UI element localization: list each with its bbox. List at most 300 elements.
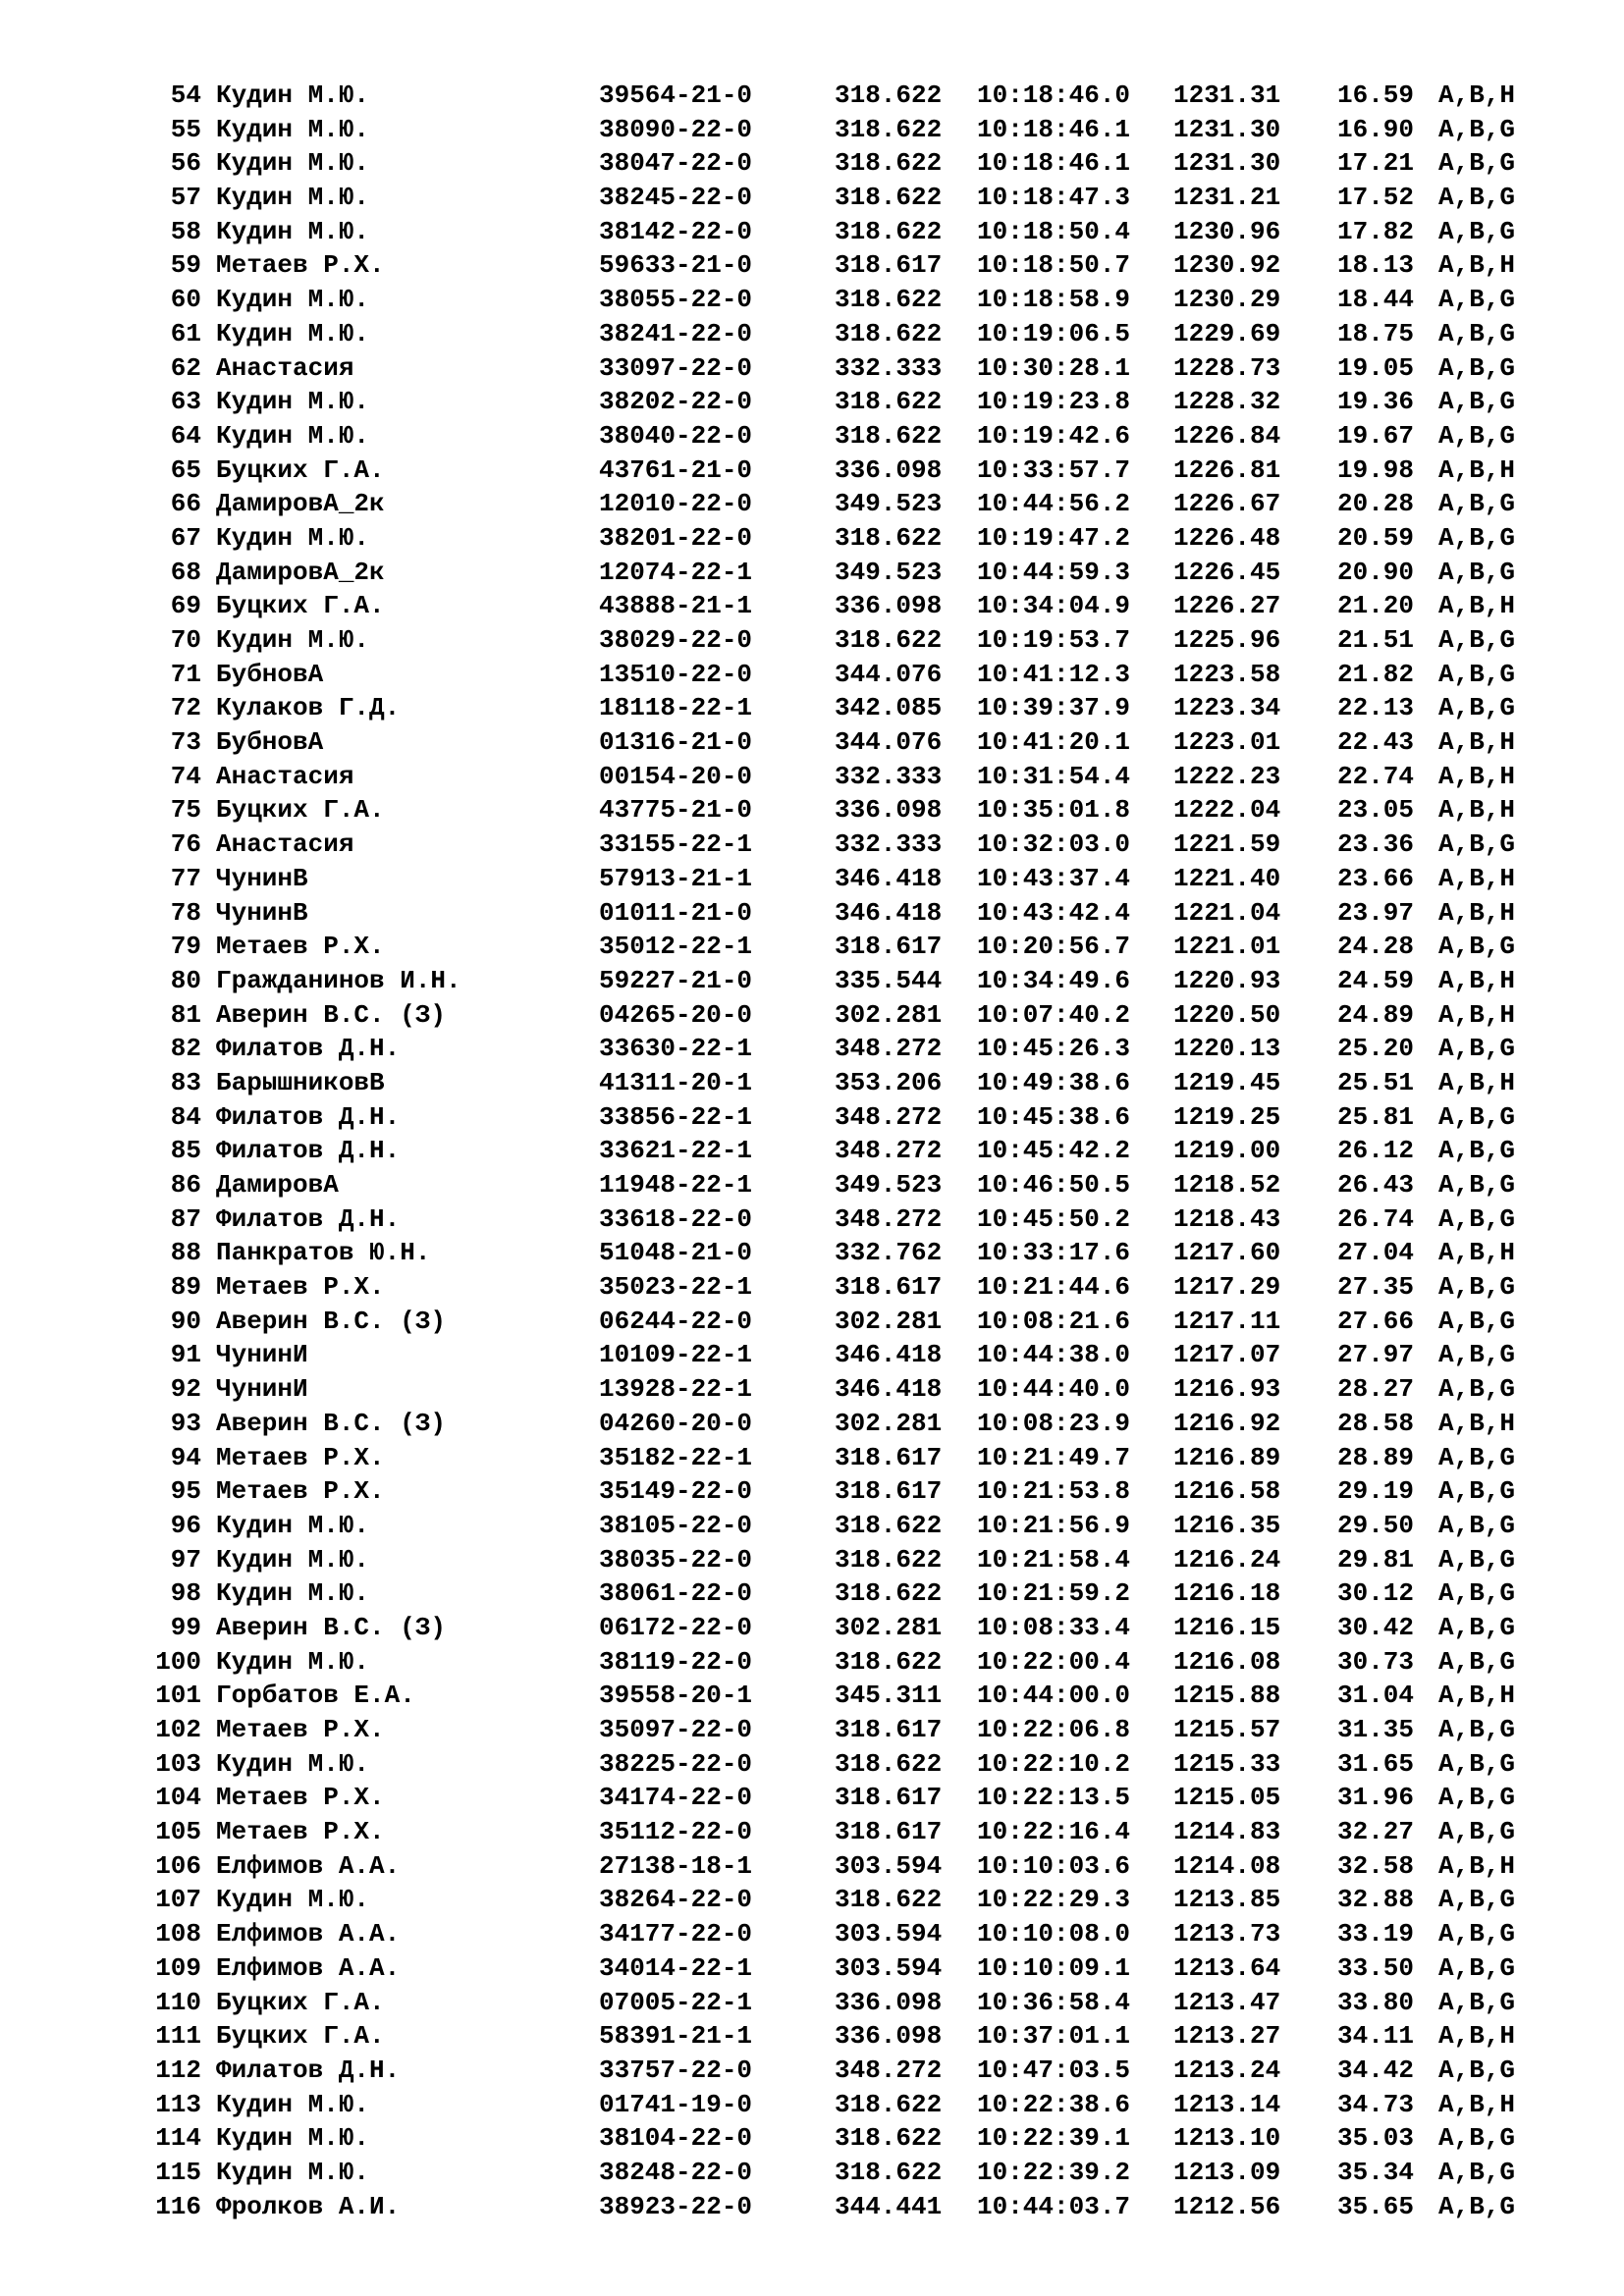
ring-number: 38225-22-0 xyxy=(599,1748,753,1779)
arrival-time: 10:21:44.6 xyxy=(977,1272,1131,1303)
arrival-time: 10:41:12.3 xyxy=(977,659,1131,689)
points-value: 25.51 xyxy=(1337,1067,1415,1097)
speed-value: 1214.83 xyxy=(1173,1817,1281,1847)
flags-value: A,B,G xyxy=(1438,932,1516,962)
fancier-name: Елфимов А.А. xyxy=(216,1952,401,1983)
ring-number: 33618-22-0 xyxy=(599,1203,753,1234)
points-value: 31.35 xyxy=(1337,1715,1415,1744)
table-row xyxy=(142,2190,1576,2224)
flags-value: A,B,G xyxy=(1438,114,1516,144)
table-row xyxy=(142,1781,1576,1815)
arrival-time: 10:44:56.2 xyxy=(977,489,1131,519)
flags-value: A,B,G xyxy=(1438,1272,1516,1303)
row-number: 116 xyxy=(155,2191,201,2221)
flags-value: A,B,G xyxy=(1438,420,1516,451)
table-row xyxy=(142,1509,1576,1543)
speed-value: 1218.43 xyxy=(1173,1203,1281,1234)
speed-value: 1213.10 xyxy=(1173,2123,1281,2154)
fancier-name: ЧунинВ xyxy=(216,897,308,928)
distance-value: 303.594 xyxy=(835,1850,943,1881)
row-number: 86 xyxy=(170,1170,201,1200)
speed-value: 1231.31 xyxy=(1173,80,1281,110)
points-value: 17.21 xyxy=(1337,148,1415,179)
table-row xyxy=(142,862,1576,896)
arrival-time: 10:10:09.1 xyxy=(977,1952,1131,1983)
ring-number: 38105-22-0 xyxy=(599,1510,753,1540)
points-value: 16.59 xyxy=(1337,80,1415,110)
points-value: 22.43 xyxy=(1337,727,1415,758)
table-row xyxy=(142,1951,1576,1986)
ring-number: 38202-22-0 xyxy=(599,387,753,417)
points-value: 26.43 xyxy=(1337,1170,1415,1200)
speed-value: 1221.04 xyxy=(1173,897,1281,928)
fancier-name: Филатов Д.Н. xyxy=(216,1203,401,1234)
ring-number: 07005-22-1 xyxy=(599,1987,753,2017)
arrival-time: 10:33:17.6 xyxy=(977,1238,1131,1268)
speed-value: 1218.52 xyxy=(1173,1170,1281,1200)
speed-value: 1229.69 xyxy=(1173,318,1281,348)
arrival-time: 10:10:08.0 xyxy=(977,1919,1131,1949)
speed-value: 1216.92 xyxy=(1173,1408,1281,1438)
fancier-name: ДамировА_2к xyxy=(216,557,385,587)
table-row xyxy=(142,1883,1576,1917)
row-number: 88 xyxy=(170,1238,201,1268)
flags-value: A,B,G xyxy=(1438,216,1516,246)
points-value: 16.90 xyxy=(1337,114,1415,144)
table-row xyxy=(142,1066,1576,1100)
fancier-name: Метаев Р.Х. xyxy=(216,250,385,281)
distance-value: 349.523 xyxy=(835,557,943,587)
flags-value: A,B,G xyxy=(1438,829,1516,860)
arrival-time: 10:44:40.0 xyxy=(977,1374,1131,1405)
points-value: 29.19 xyxy=(1337,1476,1415,1507)
fancier-name: Горбатов Е.А. xyxy=(216,1681,415,1711)
flags-value: A,B,G xyxy=(1438,387,1516,417)
ring-number: 43761-21-0 xyxy=(599,454,753,485)
ring-number: 38119-22-0 xyxy=(599,1646,753,1677)
fancier-name: Филатов Д.Н. xyxy=(216,1101,401,1132)
ring-number: 13510-22-0 xyxy=(599,659,753,689)
row-number: 74 xyxy=(170,761,201,791)
ring-number: 33097-22-0 xyxy=(599,352,753,383)
points-value: 31.04 xyxy=(1337,1681,1415,1711)
fancier-name: Метаев Р.Х. xyxy=(216,1783,385,1813)
flags-value: A,B,H xyxy=(1438,591,1516,621)
ring-number: 38047-22-0 xyxy=(599,148,753,179)
flags-value: A,B,G xyxy=(1438,1340,1516,1370)
distance-value: 318.617 xyxy=(835,250,943,281)
table-row xyxy=(142,113,1576,147)
speed-value: 1215.57 xyxy=(1173,1715,1281,1744)
flags-value: A,B,G xyxy=(1438,1510,1516,1540)
points-value: 29.81 xyxy=(1337,1544,1415,1575)
flags-value: A,B,H xyxy=(1438,1067,1516,1097)
speed-value: 1213.47 xyxy=(1173,1987,1281,2017)
distance-value: 332.333 xyxy=(835,829,943,860)
row-number: 112 xyxy=(155,2055,201,2085)
points-value: 18.13 xyxy=(1337,250,1415,281)
row-number: 99 xyxy=(170,1612,201,1642)
ring-number: 18118-22-1 xyxy=(599,693,753,723)
distance-value: 318.617 xyxy=(835,932,943,962)
distance-value: 318.617 xyxy=(835,1817,943,1847)
points-value: 23.66 xyxy=(1337,863,1415,893)
ring-number: 33856-22-1 xyxy=(599,1101,753,1132)
points-value: 20.28 xyxy=(1337,489,1415,519)
fancier-name: Кудин М.Ю. xyxy=(216,216,370,246)
table-row xyxy=(142,1576,1576,1611)
arrival-time: 10:44:03.7 xyxy=(977,2191,1131,2221)
speed-value: 1221.01 xyxy=(1173,932,1281,962)
row-number: 97 xyxy=(170,1544,201,1575)
arrival-time: 10:41:20.1 xyxy=(977,727,1131,758)
speed-value: 1221.40 xyxy=(1173,863,1281,893)
distance-value: 346.418 xyxy=(835,897,943,928)
ring-number: 59227-21-0 xyxy=(599,965,753,995)
distance-value: 303.594 xyxy=(835,1919,943,1949)
row-number: 102 xyxy=(155,1715,201,1744)
table-row xyxy=(142,146,1576,181)
ring-number: 04260-20-0 xyxy=(599,1408,753,1438)
fancier-name: Кудин М.Ю. xyxy=(216,285,370,315)
arrival-time: 10:47:03.5 xyxy=(977,2055,1131,2085)
points-value: 24.28 xyxy=(1337,932,1415,962)
arrival-time: 10:18:58.9 xyxy=(977,285,1131,315)
row-number: 100 xyxy=(155,1646,201,1677)
points-value: 30.42 xyxy=(1337,1612,1415,1642)
fancier-name: Кудин М.Ю. xyxy=(216,1748,370,1779)
row-number: 115 xyxy=(155,2157,201,2187)
arrival-time: 10:08:33.4 xyxy=(977,1612,1131,1642)
fancier-name: Буцких Г.А. xyxy=(216,2021,385,2052)
table-row xyxy=(142,1270,1576,1305)
fancier-name: Кудин М.Ю. xyxy=(216,114,370,144)
arrival-time: 10:39:37.9 xyxy=(977,693,1131,723)
row-number: 98 xyxy=(170,1578,201,1609)
row-number: 80 xyxy=(170,965,201,995)
points-value: 28.58 xyxy=(1337,1408,1415,1438)
row-number: 90 xyxy=(170,1306,201,1336)
flags-value: A,B,G xyxy=(1438,2157,1516,2187)
table-row xyxy=(142,556,1576,590)
fancier-name: Фролков А.И. xyxy=(216,2191,401,2221)
distance-value: 349.523 xyxy=(835,489,943,519)
distance-value: 318.622 xyxy=(835,183,943,213)
table-row xyxy=(142,1305,1576,1339)
row-number: 77 xyxy=(170,863,201,893)
distance-value: 336.098 xyxy=(835,1987,943,2017)
table-row xyxy=(142,1032,1576,1066)
flags-value: A,B,G xyxy=(1438,1817,1516,1847)
row-number: 58 xyxy=(170,216,201,246)
distance-value: 348.272 xyxy=(835,1101,943,1132)
speed-value: 1230.29 xyxy=(1173,285,1281,315)
flags-value: A,B,G xyxy=(1438,2055,1516,2085)
arrival-time: 10:45:26.3 xyxy=(977,1034,1131,1064)
points-value: 28.89 xyxy=(1337,1442,1415,1472)
speed-value: 1220.13 xyxy=(1173,1034,1281,1064)
arrival-time: 10:19:23.8 xyxy=(977,387,1131,417)
ring-number: 06244-22-0 xyxy=(599,1306,753,1336)
row-number: 70 xyxy=(170,625,201,655)
arrival-time: 10:10:03.6 xyxy=(977,1850,1131,1881)
fancier-name: Кудин М.Ю. xyxy=(216,1885,370,1915)
distance-value: 318.622 xyxy=(835,2089,943,2119)
speed-value: 1213.09 xyxy=(1173,2157,1281,2187)
points-value: 21.20 xyxy=(1337,591,1415,621)
table-row xyxy=(142,964,1576,998)
row-number: 82 xyxy=(170,1034,201,1064)
table-row xyxy=(142,283,1576,317)
arrival-time: 10:43:37.4 xyxy=(977,863,1131,893)
table-row xyxy=(142,1338,1576,1372)
table-row xyxy=(142,385,1576,419)
speed-value: 1226.45 xyxy=(1173,557,1281,587)
ring-number: 38040-22-0 xyxy=(599,420,753,451)
points-value: 32.58 xyxy=(1337,1850,1415,1881)
arrival-time: 10:43:42.4 xyxy=(977,897,1131,928)
ring-number: 11948-22-1 xyxy=(599,1170,753,1200)
ring-number: 27138-18-1 xyxy=(599,1850,753,1881)
speed-value: 1212.56 xyxy=(1173,2191,1281,2221)
arrival-time: 10:22:00.4 xyxy=(977,1646,1131,1677)
ring-number: 33757-22-0 xyxy=(599,2055,753,2085)
distance-value: 318.617 xyxy=(835,1272,943,1303)
row-number: 54 xyxy=(170,80,201,110)
arrival-time: 10:44:59.3 xyxy=(977,557,1131,587)
row-number: 66 xyxy=(170,489,201,519)
arrival-time: 10:07:40.2 xyxy=(977,999,1131,1030)
table-row xyxy=(142,691,1576,725)
fancier-name: Кудин М.Ю. xyxy=(216,2157,370,2187)
row-number: 92 xyxy=(170,1374,201,1405)
fancier-name: Кудин М.Ю. xyxy=(216,625,370,655)
points-value: 26.74 xyxy=(1337,1203,1415,1234)
speed-value: 1215.33 xyxy=(1173,1748,1281,1779)
flags-value: A,B,H xyxy=(1438,1850,1516,1881)
speed-value: 1226.27 xyxy=(1173,591,1281,621)
row-number: 94 xyxy=(170,1442,201,1472)
table-row xyxy=(142,658,1576,692)
fancier-name: Кудин М.Ю. xyxy=(216,2123,370,2154)
fancier-name: БубновА xyxy=(216,659,324,689)
arrival-time: 10:21:59.2 xyxy=(977,1578,1131,1609)
row-number: 91 xyxy=(170,1340,201,1370)
flags-value: A,B,G xyxy=(1438,1374,1516,1405)
results-table xyxy=(142,79,1576,2223)
points-value: 33.19 xyxy=(1337,1919,1415,1949)
points-value: 34.73 xyxy=(1337,2089,1415,2119)
speed-value: 1217.11 xyxy=(1173,1306,1281,1336)
arrival-time: 10:33:57.7 xyxy=(977,454,1131,485)
flags-value: A,B,G xyxy=(1438,2191,1516,2221)
fancier-name: Панкратов Ю.Н. xyxy=(216,1238,431,1268)
table-row xyxy=(142,1986,1576,2020)
distance-value: 353.206 xyxy=(835,1067,943,1097)
ring-number: 35023-22-1 xyxy=(599,1272,753,1303)
arrival-time: 10:46:50.5 xyxy=(977,1170,1131,1200)
arrival-time: 10:35:01.8 xyxy=(977,795,1131,826)
points-value: 19.67 xyxy=(1337,420,1415,451)
arrival-time: 10:36:58.4 xyxy=(977,1987,1131,2017)
flags-value: A,B,H xyxy=(1438,1408,1516,1438)
fancier-name: Метаев Р.Х. xyxy=(216,1442,385,1472)
distance-value: 346.418 xyxy=(835,1340,943,1370)
flags-value: A,B,G xyxy=(1438,2123,1516,2154)
points-value: 28.27 xyxy=(1337,1374,1415,1405)
flags-value: A,B,G xyxy=(1438,1612,1516,1642)
speed-value: 1220.93 xyxy=(1173,965,1281,995)
ring-number: 38201-22-0 xyxy=(599,522,753,553)
flags-value: A,B,G xyxy=(1438,318,1516,348)
points-value: 24.89 xyxy=(1337,999,1415,1030)
flags-value: A,B,G xyxy=(1438,693,1516,723)
row-number: 57 xyxy=(170,183,201,213)
speed-value: 1219.25 xyxy=(1173,1101,1281,1132)
flags-value: A,B,G xyxy=(1438,1715,1516,1744)
distance-value: 318.617 xyxy=(835,1442,943,1472)
row-number: 84 xyxy=(170,1101,201,1132)
flags-value: A,B,H xyxy=(1438,897,1516,928)
fancier-name: Кудин М.Ю. xyxy=(216,1510,370,1540)
table-row xyxy=(142,1679,1576,1713)
speed-value: 1223.01 xyxy=(1173,727,1281,758)
distance-value: 346.418 xyxy=(835,1374,943,1405)
speed-value: 1217.29 xyxy=(1173,1272,1281,1303)
fancier-name: Буцких Г.А. xyxy=(216,1987,385,2017)
flags-value: A,B,H xyxy=(1438,863,1516,893)
ring-number: 39564-21-0 xyxy=(599,80,753,110)
row-number: 93 xyxy=(170,1408,201,1438)
flags-value: A,B,H xyxy=(1438,795,1516,826)
flags-value: A,B,H xyxy=(1438,1238,1516,1268)
table-row xyxy=(142,79,1576,113)
table-row xyxy=(142,725,1576,760)
arrival-time: 10:19:53.7 xyxy=(977,625,1131,655)
ring-number: 51048-21-0 xyxy=(599,1238,753,1268)
ring-number: 38104-22-0 xyxy=(599,2123,753,2154)
ring-number: 38061-22-0 xyxy=(599,1578,753,1609)
flags-value: A,B,G xyxy=(1438,1919,1516,1949)
arrival-time: 10:34:49.6 xyxy=(977,965,1131,995)
ring-number: 33630-22-1 xyxy=(599,1034,753,1064)
distance-value: 346.418 xyxy=(835,863,943,893)
distance-value: 345.311 xyxy=(835,1681,943,1711)
flags-value: A,B,G xyxy=(1438,1170,1516,1200)
fancier-name: Метаев Р.Х. xyxy=(216,1476,385,1507)
row-number: 96 xyxy=(170,1510,201,1540)
table-row xyxy=(142,1407,1576,1441)
points-value: 31.96 xyxy=(1337,1783,1415,1813)
table-row xyxy=(142,248,1576,283)
flags-value: A,B,G xyxy=(1438,625,1516,655)
table-row xyxy=(142,1645,1576,1680)
fancier-name: БарышниковВ xyxy=(216,1067,385,1097)
fancier-name: Кудин М.Ю. xyxy=(216,1544,370,1575)
fancier-name: Метаев Р.Х. xyxy=(216,1715,385,1744)
row-number: 110 xyxy=(155,1987,201,2017)
fancier-name: Анастасия xyxy=(216,352,354,383)
row-number: 113 xyxy=(155,2089,201,2119)
ring-number: 34177-22-0 xyxy=(599,1919,753,1949)
flags-value: A,B,G xyxy=(1438,1987,1516,2017)
fancier-name: Кудин М.Ю. xyxy=(216,1578,370,1609)
speed-value: 1231.21 xyxy=(1173,183,1281,213)
fancier-name: Буцких Г.А. xyxy=(216,795,385,826)
table-row xyxy=(142,1134,1576,1168)
arrival-time: 10:18:50.7 xyxy=(977,250,1131,281)
distance-value: 336.098 xyxy=(835,591,943,621)
table-row xyxy=(142,930,1576,964)
ring-number: 01011-21-0 xyxy=(599,897,753,928)
flags-value: A,B,G xyxy=(1438,1783,1516,1813)
arrival-time: 10:22:10.2 xyxy=(977,1748,1131,1779)
arrival-time: 10:19:47.2 xyxy=(977,522,1131,553)
table-row xyxy=(142,454,1576,488)
points-value: 35.03 xyxy=(1337,2123,1415,2154)
ring-number: 39558-20-1 xyxy=(599,1681,753,1711)
points-value: 26.12 xyxy=(1337,1136,1415,1166)
table-row xyxy=(142,1713,1576,1747)
fancier-name: ЧунинИ xyxy=(216,1374,308,1405)
distance-value: 332.333 xyxy=(835,761,943,791)
distance-value: 332.762 xyxy=(835,1238,943,1268)
fancier-name: ДамировА xyxy=(216,1170,339,1200)
points-value: 22.13 xyxy=(1337,693,1415,723)
speed-value: 1220.50 xyxy=(1173,999,1281,1030)
ring-number: 38923-22-0 xyxy=(599,2191,753,2221)
fancier-name: Елфимов А.А. xyxy=(216,1850,401,1881)
distance-value: 336.098 xyxy=(835,2021,943,2052)
table-row xyxy=(142,896,1576,931)
points-value: 19.36 xyxy=(1337,387,1415,417)
flags-value: A,B,H xyxy=(1438,80,1516,110)
fancier-name: ДамировА_2к xyxy=(216,489,385,519)
arrival-time: 10:22:38.6 xyxy=(977,2089,1131,2119)
flags-value: A,B,G xyxy=(1438,285,1516,315)
row-number: 56 xyxy=(170,148,201,179)
points-value: 30.12 xyxy=(1337,1578,1415,1609)
arrival-time: 10:20:56.7 xyxy=(977,932,1131,962)
fancier-name: ЧунинВ xyxy=(216,863,308,893)
speed-value: 1223.34 xyxy=(1173,693,1281,723)
ring-number: 38055-22-0 xyxy=(599,285,753,315)
points-value: 29.50 xyxy=(1337,1510,1415,1540)
fancier-name: Кудин М.Ю. xyxy=(216,80,370,110)
speed-value: 1222.23 xyxy=(1173,761,1281,791)
points-value: 17.82 xyxy=(1337,216,1415,246)
distance-value: 302.281 xyxy=(835,1612,943,1642)
ring-number: 35097-22-0 xyxy=(599,1715,753,1744)
ring-number: 35112-22-0 xyxy=(599,1817,753,1847)
points-value: 20.90 xyxy=(1337,557,1415,587)
speed-value: 1216.58 xyxy=(1173,1476,1281,1507)
ring-number: 01741-19-0 xyxy=(599,2089,753,2119)
flags-value: A,B,G xyxy=(1438,148,1516,179)
ring-number: 10109-22-1 xyxy=(599,1340,753,1370)
arrival-time: 10:18:46.1 xyxy=(977,148,1131,179)
arrival-time: 10:08:23.9 xyxy=(977,1408,1131,1438)
speed-value: 1230.92 xyxy=(1173,250,1281,281)
distance-value: 303.594 xyxy=(835,1952,943,1983)
ring-number: 12074-22-1 xyxy=(599,557,753,587)
fancier-name: Кудин М.Ю. xyxy=(216,318,370,348)
speed-value: 1215.88 xyxy=(1173,1681,1281,1711)
points-value: 33.50 xyxy=(1337,1952,1415,1983)
ring-number: 06172-22-0 xyxy=(599,1612,753,1642)
row-number: 68 xyxy=(170,557,201,587)
fancier-name: Метаев Р.Х. xyxy=(216,1817,385,1847)
